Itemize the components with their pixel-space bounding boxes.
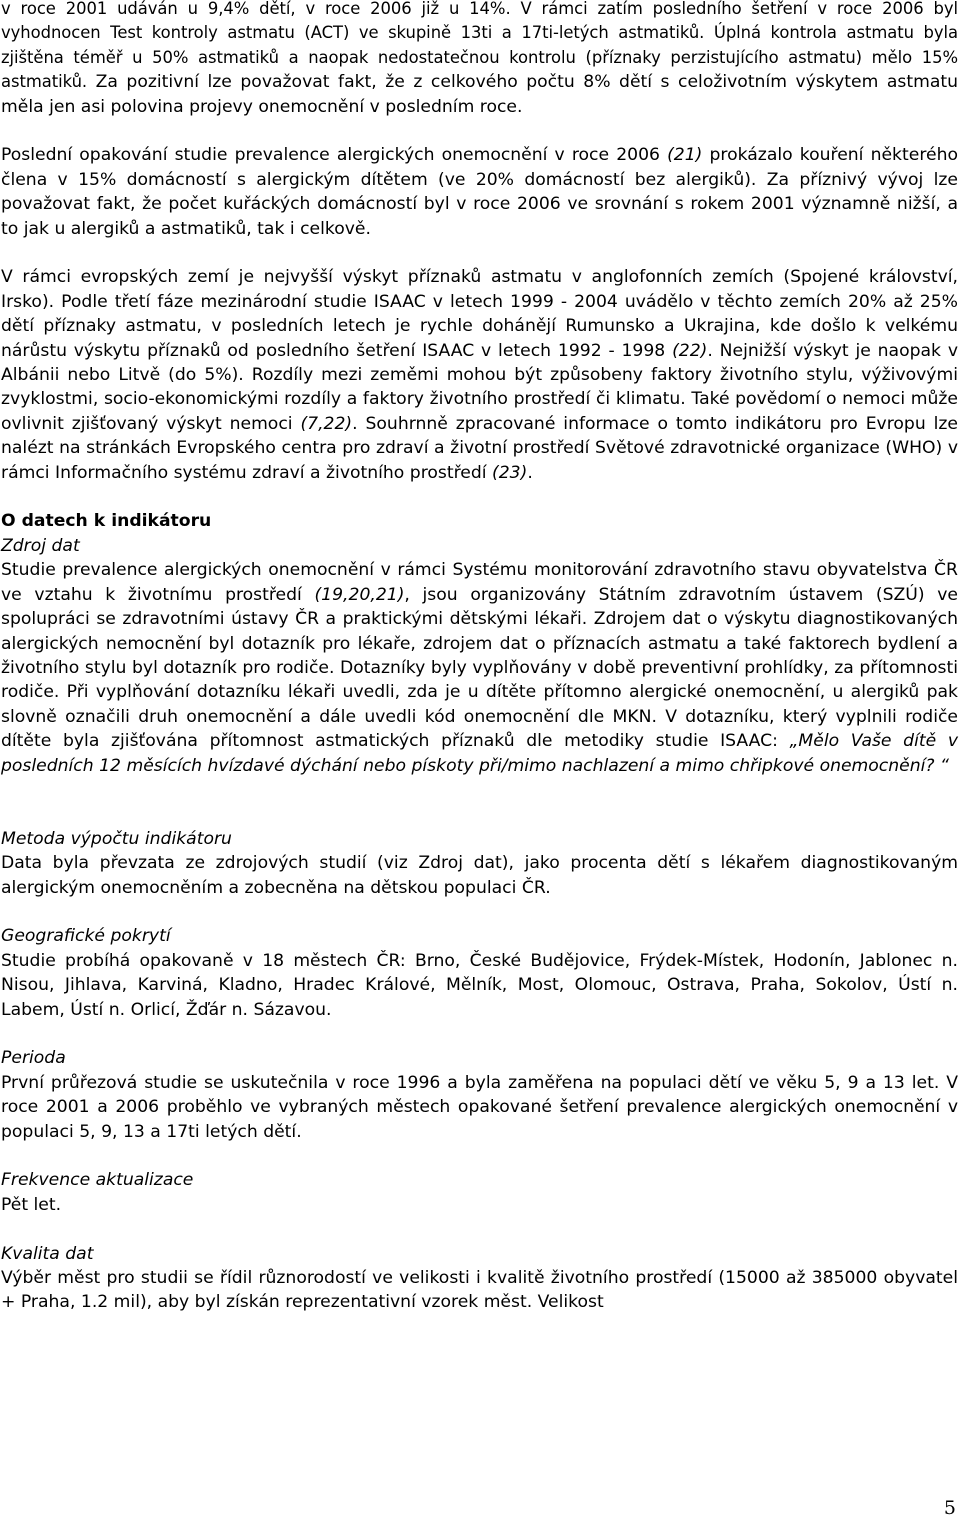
smoking-paragraph bbox=[1, 143, 958, 241]
intro-text-b: Za pozitivní lze považovat fakt, že z celkového počtu 8% dětí s celoživotním výskytem astmatu měla jen asi polovina projevy onemocnění v posledním roce. bbox=[1, 72, 958, 117]
europe-text-b: . Nejnižší výskyt je naopak v Albánii nebo Litvě (do 5%). Rozdíly mezi zeměmi mohou být způsobeny faktory životního stylu, výživovými zvyklostmi, socio-ekonomickými rozdíly a faktory životního prostředí či klimatu. Také povědomí o nemoci může ovlivnit zjišťovaný výskyt nemoci bbox=[1, 340, 958, 434]
europe-text-c: . Souhrnně zpracované informace o tomto indikátoru pro Evropu lze nalézt na stránkách Evropského centra pro zdraví a životní prostředí Světové zdravotnické organizace (WHO) v rámci Informačního systému zdraví a životního prostředí bbox=[1, 413, 958, 483]
period-label: Perioda bbox=[1, 1048, 66, 1069]
europe-text-a: V rámci evropských zemí je nejvyšší výskyt příznaků astmatu v anglofonních zemích (Spojené království, Irsko). Podle třetí fáze mezinárodní studie ISAAC v letech 1999 - 2004 uvádělo v těchto zemích 20% až 25% dětí příznaky astmatu, v posledních letech je rychle dohánějí Rumunsko a Ukrajina, kde došlo k velkému nárůstu výskytu příznaků od posledního šetření ISAAC v letech 1992 - 1998 bbox=[1, 267, 958, 361]
method-label: Metoda výpočtu indikátoru bbox=[1, 828, 232, 849]
data-source-label: Zdroj dat bbox=[1, 535, 80, 556]
europe-reference-2: (7,22) bbox=[300, 413, 353, 434]
period-text: První průřezová studie se uskutečnila v roce 1996 a byla zaměřena na populaci dětí ve věku 5, 9 a 13 let. V roce 2001 a 2006 proběhlo ve vybraných městech opakované šetření prevalence alergických onemocnění v populaci 5, 9, 13 a 17ti letých dětí. bbox=[1, 1072, 958, 1142]
isaac-question-quote: „Mělo Vaše dítě v posledních 12 měsících hvízdavé dýchání nebo pískoty při/mimo nachlazení a mimo chřipkové onemocnění? “ bbox=[1, 731, 958, 776]
smoking-text-a: Poslední opakování studie prevalence alergických onemocnění v roce 2006 bbox=[1, 145, 668, 166]
geography-text: Studie probíhá opakovaně v 18 městech ČR: Brno, České Budějovice, Frýdek-Místek, Hodonín, Jablonec n. Nisou, Jihlava, Karviná, Kladno, Hradec Králové, Mělník, Most, Olomouc, Ostrava, Praha, Sokolov, Ústí n. Labem, Ústí n. Orlicí, Žďár n. Sázavou. bbox=[1, 950, 958, 1020]
europe-paragraph bbox=[1, 265, 958, 485]
data-source-text-b: , jsou organizovány Státním zdravotním ústavem (SZÚ) ve spolupráci se zdravotními ústavy ČR a praktickými dětskými lékaři. Zdrojem dat o výskytu diagnostikovaných alergických nemocnění byl dotazník pro lékaře, zdrojem dat o příznacích astmatu a také faktorech bydlení a životního stylu byl dotazník pro rodiče. Dotazníky byly vyplňovány v době preventivní prohlídky, za přítomnosti rodiče. Při vyplňování dotazníku lékaři uvedli, zda je u dítěte přítomno alergické onemocnění, u alergiků pak slovně označili druh onemocnění a dále uvedli kód onemocnění dle MKN. V dotazníku, který vyplnili rodiče dítěte byla zjišťována přítomnost astmatických příznaků dle metodiky studie ISAAC: bbox=[1, 584, 958, 752]
section-heading: O datech k indikátoru bbox=[1, 511, 212, 532]
intro-paragraph bbox=[1, 0, 958, 119]
smoking-reference: (21) bbox=[667, 145, 703, 166]
data-source-reference: (19,20,21) bbox=[314, 584, 405, 605]
page-number: 5 bbox=[943, 1497, 956, 1519]
data-quality-text: Výběr měst pro studii se řídil různorodostí ve velikosti i kvalitě životního prostředí (15000 až 385000 obyvatel + Praha, 1.2 mil), aby byl získán reprezentativní vzorek měst. Velikost bbox=[1, 1268, 958, 1313]
update-frequency-text: Pět let. bbox=[1, 1194, 62, 1215]
data-quality-label: Kvalita dat bbox=[1, 1243, 94, 1264]
method-text: Data byla převzata ze zdrojových studií (viz Zdroj dat), jako procenta dětí s lékařem diagnostikovaným alergickým onemocněním a zobecněna na dětskou populaci ČR. bbox=[1, 853, 958, 898]
document-page bbox=[1, 0, 958, 1315]
intro-text-a: v roce 2001 udáván u 9,4% dětí, v roce 2006 již u 14%. V rámci zatím posledního šetření v roce 2006 byl vyhodnocen Test kontroly astmatu (ACT) ve skupině 13ti a 17ti-letých astmatiků. Úplná kontrola astmatu byla zjištěna téměř u 50% astmatiků a naopak nedostatečnou kontrolu (příznaky perzistujícího astmatu) mělo 15% astmatiků. bbox=[1, 0, 958, 92]
europe-reference-1: (22) bbox=[672, 340, 708, 361]
update-frequency-label: Frekvence aktualizace bbox=[1, 1170, 194, 1191]
europe-reference-3: (23) bbox=[492, 462, 528, 483]
smoking-text-b: prokázalo kouření některého člena v 15% domácností s alergickým dítětem (ve 20% domácností bez alergiků). Za příznivý vývoj lze považovat fakt, že počet kuřáckých domácností byl v roce 2006 ve srovnání s rokem 2001 významně nižší, a to jak u alergiků a astmatiků, tak i celkově. bbox=[1, 145, 958, 239]
data-source-text-a: Studie prevalence alergických onemocnění v rámci Systému monitorování zdravotního stavu obyvatelstva ČR ve vztahu k životnímu prostředí bbox=[1, 560, 958, 605]
europe-text-d: . bbox=[527, 462, 533, 483]
data-source-paragraph bbox=[1, 558, 958, 778]
geography-label: Geografické pokrytí bbox=[1, 926, 171, 947]
